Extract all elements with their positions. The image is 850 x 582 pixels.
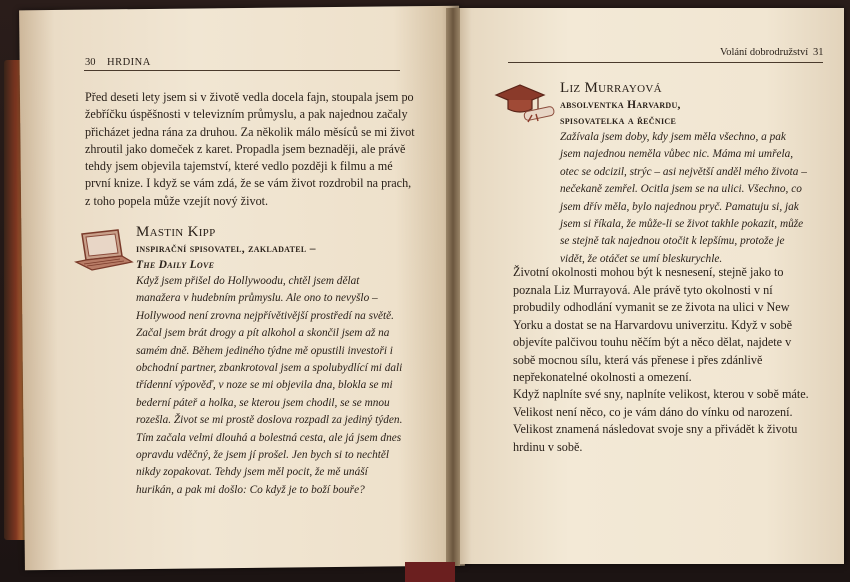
quote-author-name: Mastin Kipp <box>136 224 216 240</box>
right-paragraph-1: Životní okolnosti mohou být k nesnesení, stejně jako to poznala Liz Murrayová. Ale právě tyto okolnosti v ní probudily odhodlání vymanit se ze života na ulici v New Yorku a dostat se na Harvardovu univerzitu. Když v sobě objevíte palčivou touhu něčím být a něco dělat, najdete v sobě mocnou sílu, která vás přenese i přes zdánlivě nepřekonatelné okolnosti a omezení. <box>513 265 793 384</box>
left-intro-paragraph: Před deseti lety jsem si v životě vedla docela fajn, stoupala jsem po žebříčku úspěšnosti v televizním průmyslu, a pak najednou začaly přicházet jedna rána za druhou. Za několik málo měsíců se mi život zhroutil jako domeček z karet. Propadla jsem beznaději, ale právě tehdy jsem objevila tajemství, které vedlo později k filmu a mé první knize. I když se vám zdá, že se vám život rozdrobil na prach, z toho popela může vzejít nový život. <box>85 90 415 208</box>
right-header-rule <box>508 62 823 63</box>
quote-text: Když jsem přišel do Hollywoodu, chtěl jsem dělat manažera v hudebním průmyslu. Ale ono to nevyšlo – Hollywood není zrovna nejpřívětivější prostředí na světě. Začal jsem brát drogy a pít alkohol a skončil jsem až na samém dně. Během jediného týdne mě opustili investoři i obchodní partner, zbankrotoval jsem a spolubydlící mi dali třídenní výpověď, v noze se mi objevila dna, blokla se mi bederní páteř a holka, se kterou jsem chodil, se se mnou rozešla. Život se mi prostě doslova rozpadl za jediný týden. Tím začala velmi dlouhá a bolestná cesta, ale já jsem dnes opravdu vděčný, že jsem jí prošel. Jen bych si to nechtěl nikdy zopakovat. Tehdy jsem měl pocit, že mě unáší hurikán, a pak mi došlo: Co když je to boží bouře? <box>136 275 403 496</box>
quote-author-role-2: spisovatelka a řečnice <box>560 115 677 127</box>
quote-author-organization: The Daily Love <box>136 259 215 271</box>
quote-text: Zažívala jsem doby, kdy jsem měla všechno, a pak jsem najednou neměla vůbec nic. Máma mi umřela, otec se odcizil, strýc – asi největší anděl mého života – nečekaně zemřel. Ocitla jsem se na ulici. Všechno, co jsem dřív měla, bylo najednou pryč. Pamatuju si, jak jsem si říkala, že může-li se život takhle pokazit, může se stejně tak najednou otočit k lepšímu, protože je vidět, že otáčet se umí bleskurychle. <box>560 131 807 265</box>
left-header-rule <box>84 70 400 71</box>
right-page-number: 31 <box>813 47 824 58</box>
right-paragraph-2: Když naplníte své sny, naplníte velikost, kterou v sobě máte. Velikost není něco, co je vám dáno do vínku od narození. Velikost znamená následovat svoje sny a přivádět k životu hrdinu v sobě. <box>513 387 809 454</box>
left-page-number: 30 <box>85 57 96 68</box>
graduation-cap-diploma-icon <box>494 83 558 123</box>
quote-author-role: inspirační spisovatel, zakladatel – <box>136 243 316 255</box>
left-running-head: HRDINA <box>107 57 151 68</box>
quote-author-role: absolventka Harvardu, <box>560 99 681 111</box>
right-running-head: Volání dobrodružství <box>720 47 809 58</box>
bookmark-ribbon <box>405 562 455 582</box>
laptop-icon <box>72 228 134 276</box>
book-spine <box>446 8 460 566</box>
quote-author-name: Liz Murrayová <box>560 80 662 96</box>
